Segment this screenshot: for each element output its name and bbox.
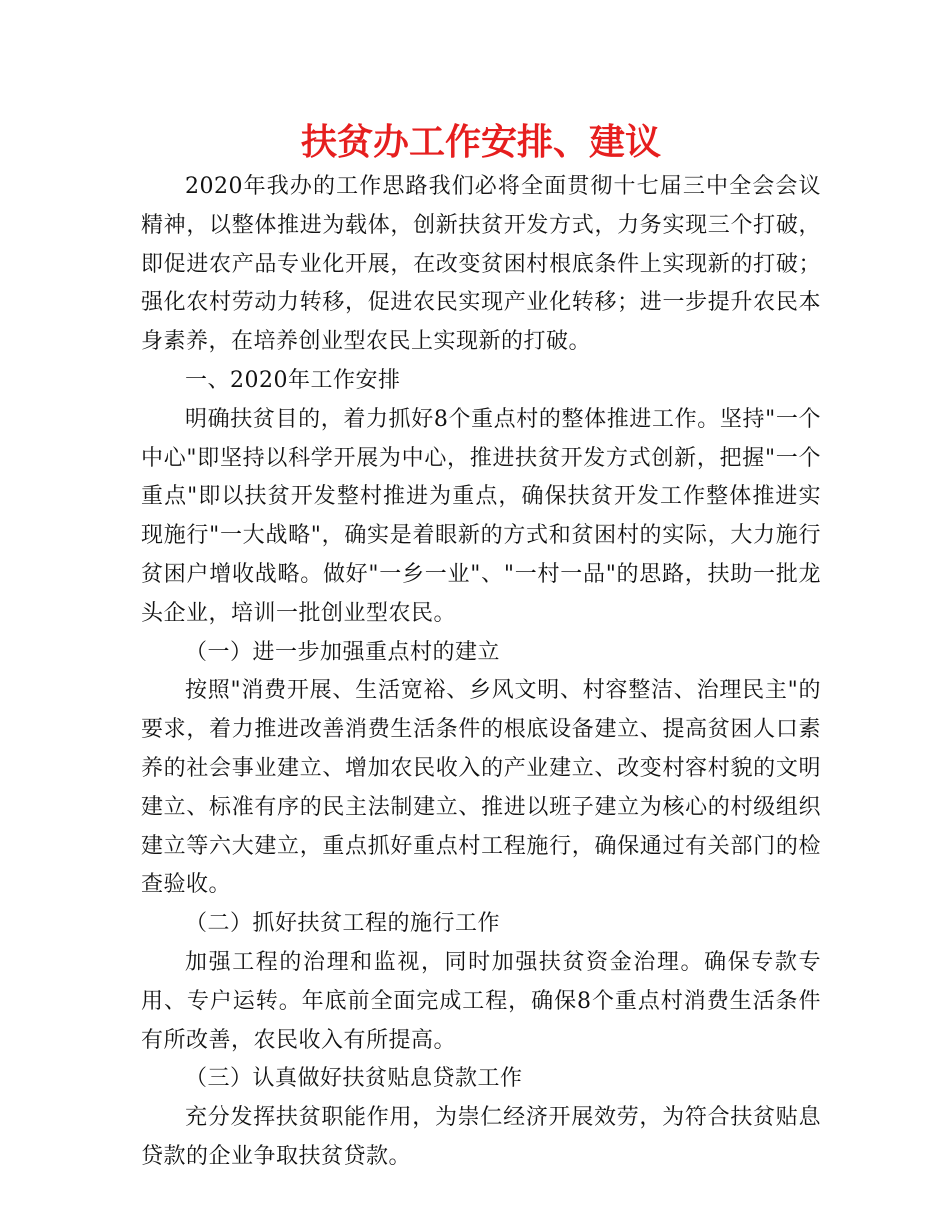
document-title: 扶贫办工作安排、建议: [300, 122, 661, 163]
subsection-heading-3: （三）认真做好扶贫贴息贷款工作: [185, 1066, 523, 1092]
intro-paragraph: 2020年我办的工作思路我们必将全面贯彻十七届三中全会会议精神，以整体推进为载体，创新扶贫开发方式，力务实现三个打破，即促进农产品专业化开展，在改变贫困村根底条件上实现新的打破；强化农村劳动力转移，促进农民实现产业化转移；进一步提升农民本身素养，在培养创业型农民上实现新的打破。: [141, 174, 821, 355]
plan-paragraph: 明确扶贫目的，着力抓好8个重点村的整体推进工作。坚持"一个中心"即坚持以科学开展为中心，推进扶贫开发方式创新，把握"一个重点"即以扶贫开发整村推进为重点，确保扶贫开发工作整体推进实现施行"一大战略"，确实是着眼新的方式和贫困村的实际，大力施行贫困户增收战略。做好"一乡一业"、"一村一品"的思路，扶助一批龙头企业，培训一批创业型农民。: [141, 406, 821, 626]
subsection-2-paragraph: 加强工程的治理和监视，同时加强扶贫资金治理。确保专款专用、专户运转。年底前全面完成工程，确保8个重点村消费生活条件有所改善，农民收入有所提高。: [141, 949, 821, 1053]
subsection-heading-2: （二）抓好扶贫工程的施行工作: [185, 911, 501, 937]
subsection-1-paragraph: 按照"消费开展、生活宽裕、乡风文明、村容整洁、治理民主"的要求，着力推进改善消费生活条件的根底设备建立、提高贫困人口素养的社会事业建立、增加农民收入的产业建立、改变村容村貌的文明建立、标准有序的民主法制建立、推进以班子建立为核心的村级组织建立等六大建立，重点抓好重点村工程施行，确保通过有关部门的检查验收。: [141, 678, 821, 898]
section-heading-plan: 一、2020年工作安排: [185, 367, 401, 393]
subsection-heading-1: （一）进一步加强重点村的建立: [185, 639, 501, 665]
subsection-3-paragraph: 充分发挥扶贫职能作用，为崇仁经济开展效劳，为符合扶贫贴息贷款的企业争取扶贫贷款。: [141, 1105, 821, 1169]
document-page: [141, 118, 821, 1177]
